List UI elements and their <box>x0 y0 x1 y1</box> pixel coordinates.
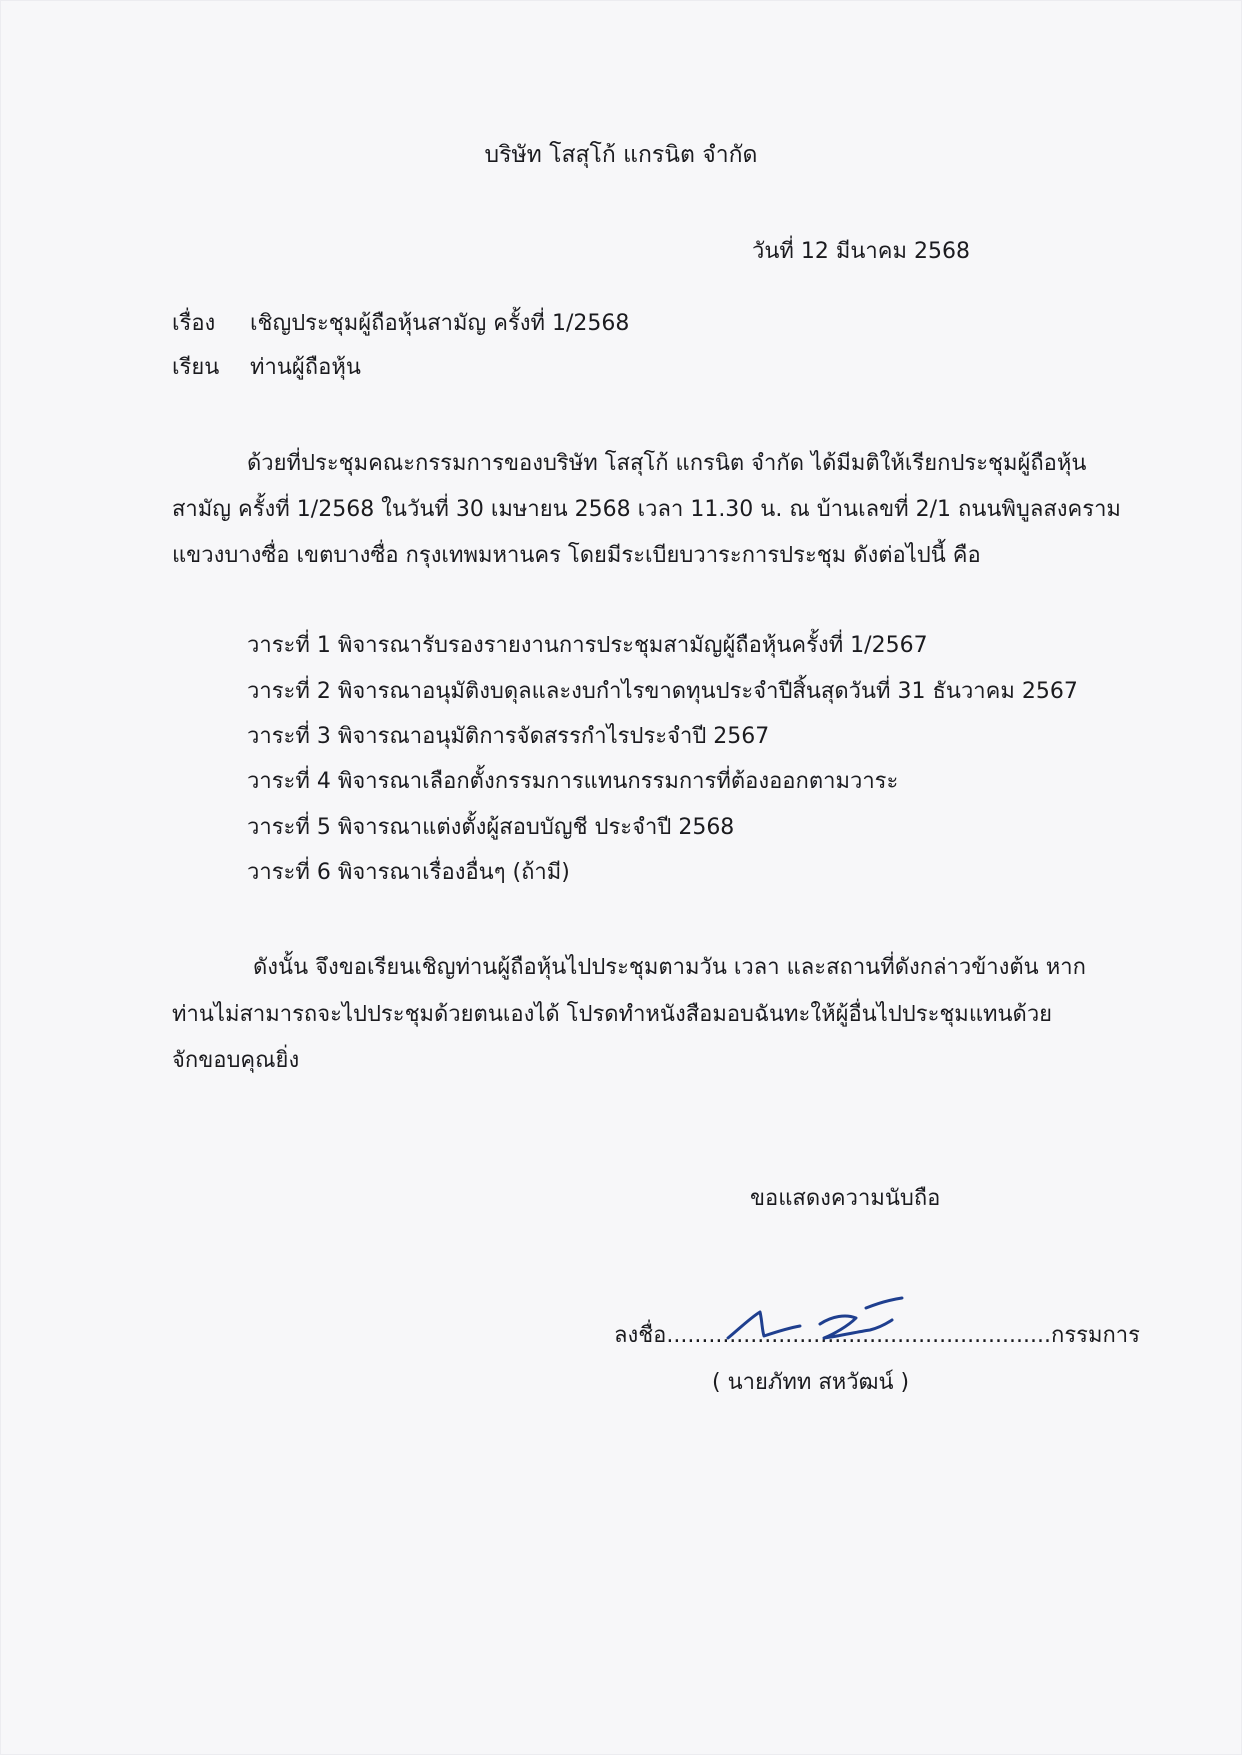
invitation-line-1: ดังนั้น จึงขอเรียนเชิญท่านผู้ถือหุ้นไปประชุมตามวัน เวลา และสถานที่ดังกล่าวข้างต้น หาก <box>253 955 1086 980</box>
recipient-row <box>172 355 361 381</box>
invitation-line-3: จักขอบคุณยิ่ง <box>172 1048 300 1073</box>
signature-line: ลงชื่อ.......................................................กรรมการ <box>614 1323 1140 1348</box>
subject-text: เชิญประชุมผู้ถือหุ้นสามัญ ครั้งที่ 1/2568 <box>250 311 630 336</box>
agenda-item-2: วาระที่ 2 พิจารณาอนุมัติงบดุลและงบกำไรขาดทุนประจำปีสิ้นสุดวันที่ 31 ธันวาคม 2567 <box>247 679 1078 704</box>
subject-label: เรื่อง <box>172 311 216 336</box>
invitation-line-2: ท่านไม่สามารถจะไปประชุมด้วยตนเองได้ โปรดทำหนังสือมอบฉันทะให้ผู้อื่นไปประชุมแทนด้วย <box>172 1002 1053 1027</box>
agenda-item-3: วาระที่ 3 พิจารณาอนุมัติการจัดสรรกำไรประจำปี 2567 <box>247 724 770 749</box>
intro-line-3: แขวงบางซื่อ เขตบางซื่อ กรุงเทพมหานคร โดยมีระเบียบวาระการประชุม ดังต่อไปนี้ คือ <box>172 543 981 568</box>
intro-line-1: ด้วยที่ประชุมคณะกรรมการของบริษัท โสสุโก้ แกรนิต จำกัด ได้มีมติให้เรียกประชุมผู้ถือหุ้น <box>247 451 1087 476</box>
agenda-item-4: วาระที่ 4 พิจารณาเลือกตั้งกรรมการแทนกรรมการที่ต้องออกตามวาระ <box>247 769 899 794</box>
agenda-item-1: วาระที่ 1 พิจารณารับรองรายงานการประชุมสามัญผู้ถือหุ้นครั้งที่ 1/2567 <box>247 633 928 658</box>
recipient-label: เรียน <box>172 355 220 380</box>
handwritten-signature <box>716 1290 926 1350</box>
intro-line-2: สามัญ ครั้งที่ 1/2568 ในวันที่ 30 เมษายน 2568 เวลา 11.30 น. ณ บ้านเลขที่ 2/1 ถนนพิบูลสงคราม <box>172 497 1121 522</box>
signature-stroke-2 <box>820 1298 902 1338</box>
agenda-item-6: วาระที่ 6 พิจารณาเรื่องอื่นๆ (ถ้ามี) <box>247 860 570 885</box>
signature-stroke-1 <box>728 1312 800 1338</box>
company-name: บริษัท โสสุโก้ แกรนิต จำกัด <box>484 142 758 168</box>
closing-salutation: ขอแสดงความนับถือ <box>750 1186 941 1211</box>
letter-date: วันที่ 12 มีนาคม 2568 <box>752 239 970 264</box>
recipient-text: ท่านผู้ถือหุ้น <box>250 355 361 380</box>
subject-row <box>172 311 629 337</box>
signatory-name: ( นายภัทท สหวัฒน์ ) <box>712 1370 910 1395</box>
agenda-item-5: วาระที่ 5 พิจารณาแต่งตั้งผู้สอบบัญชี ประจำปี 2568 <box>247 815 735 840</box>
